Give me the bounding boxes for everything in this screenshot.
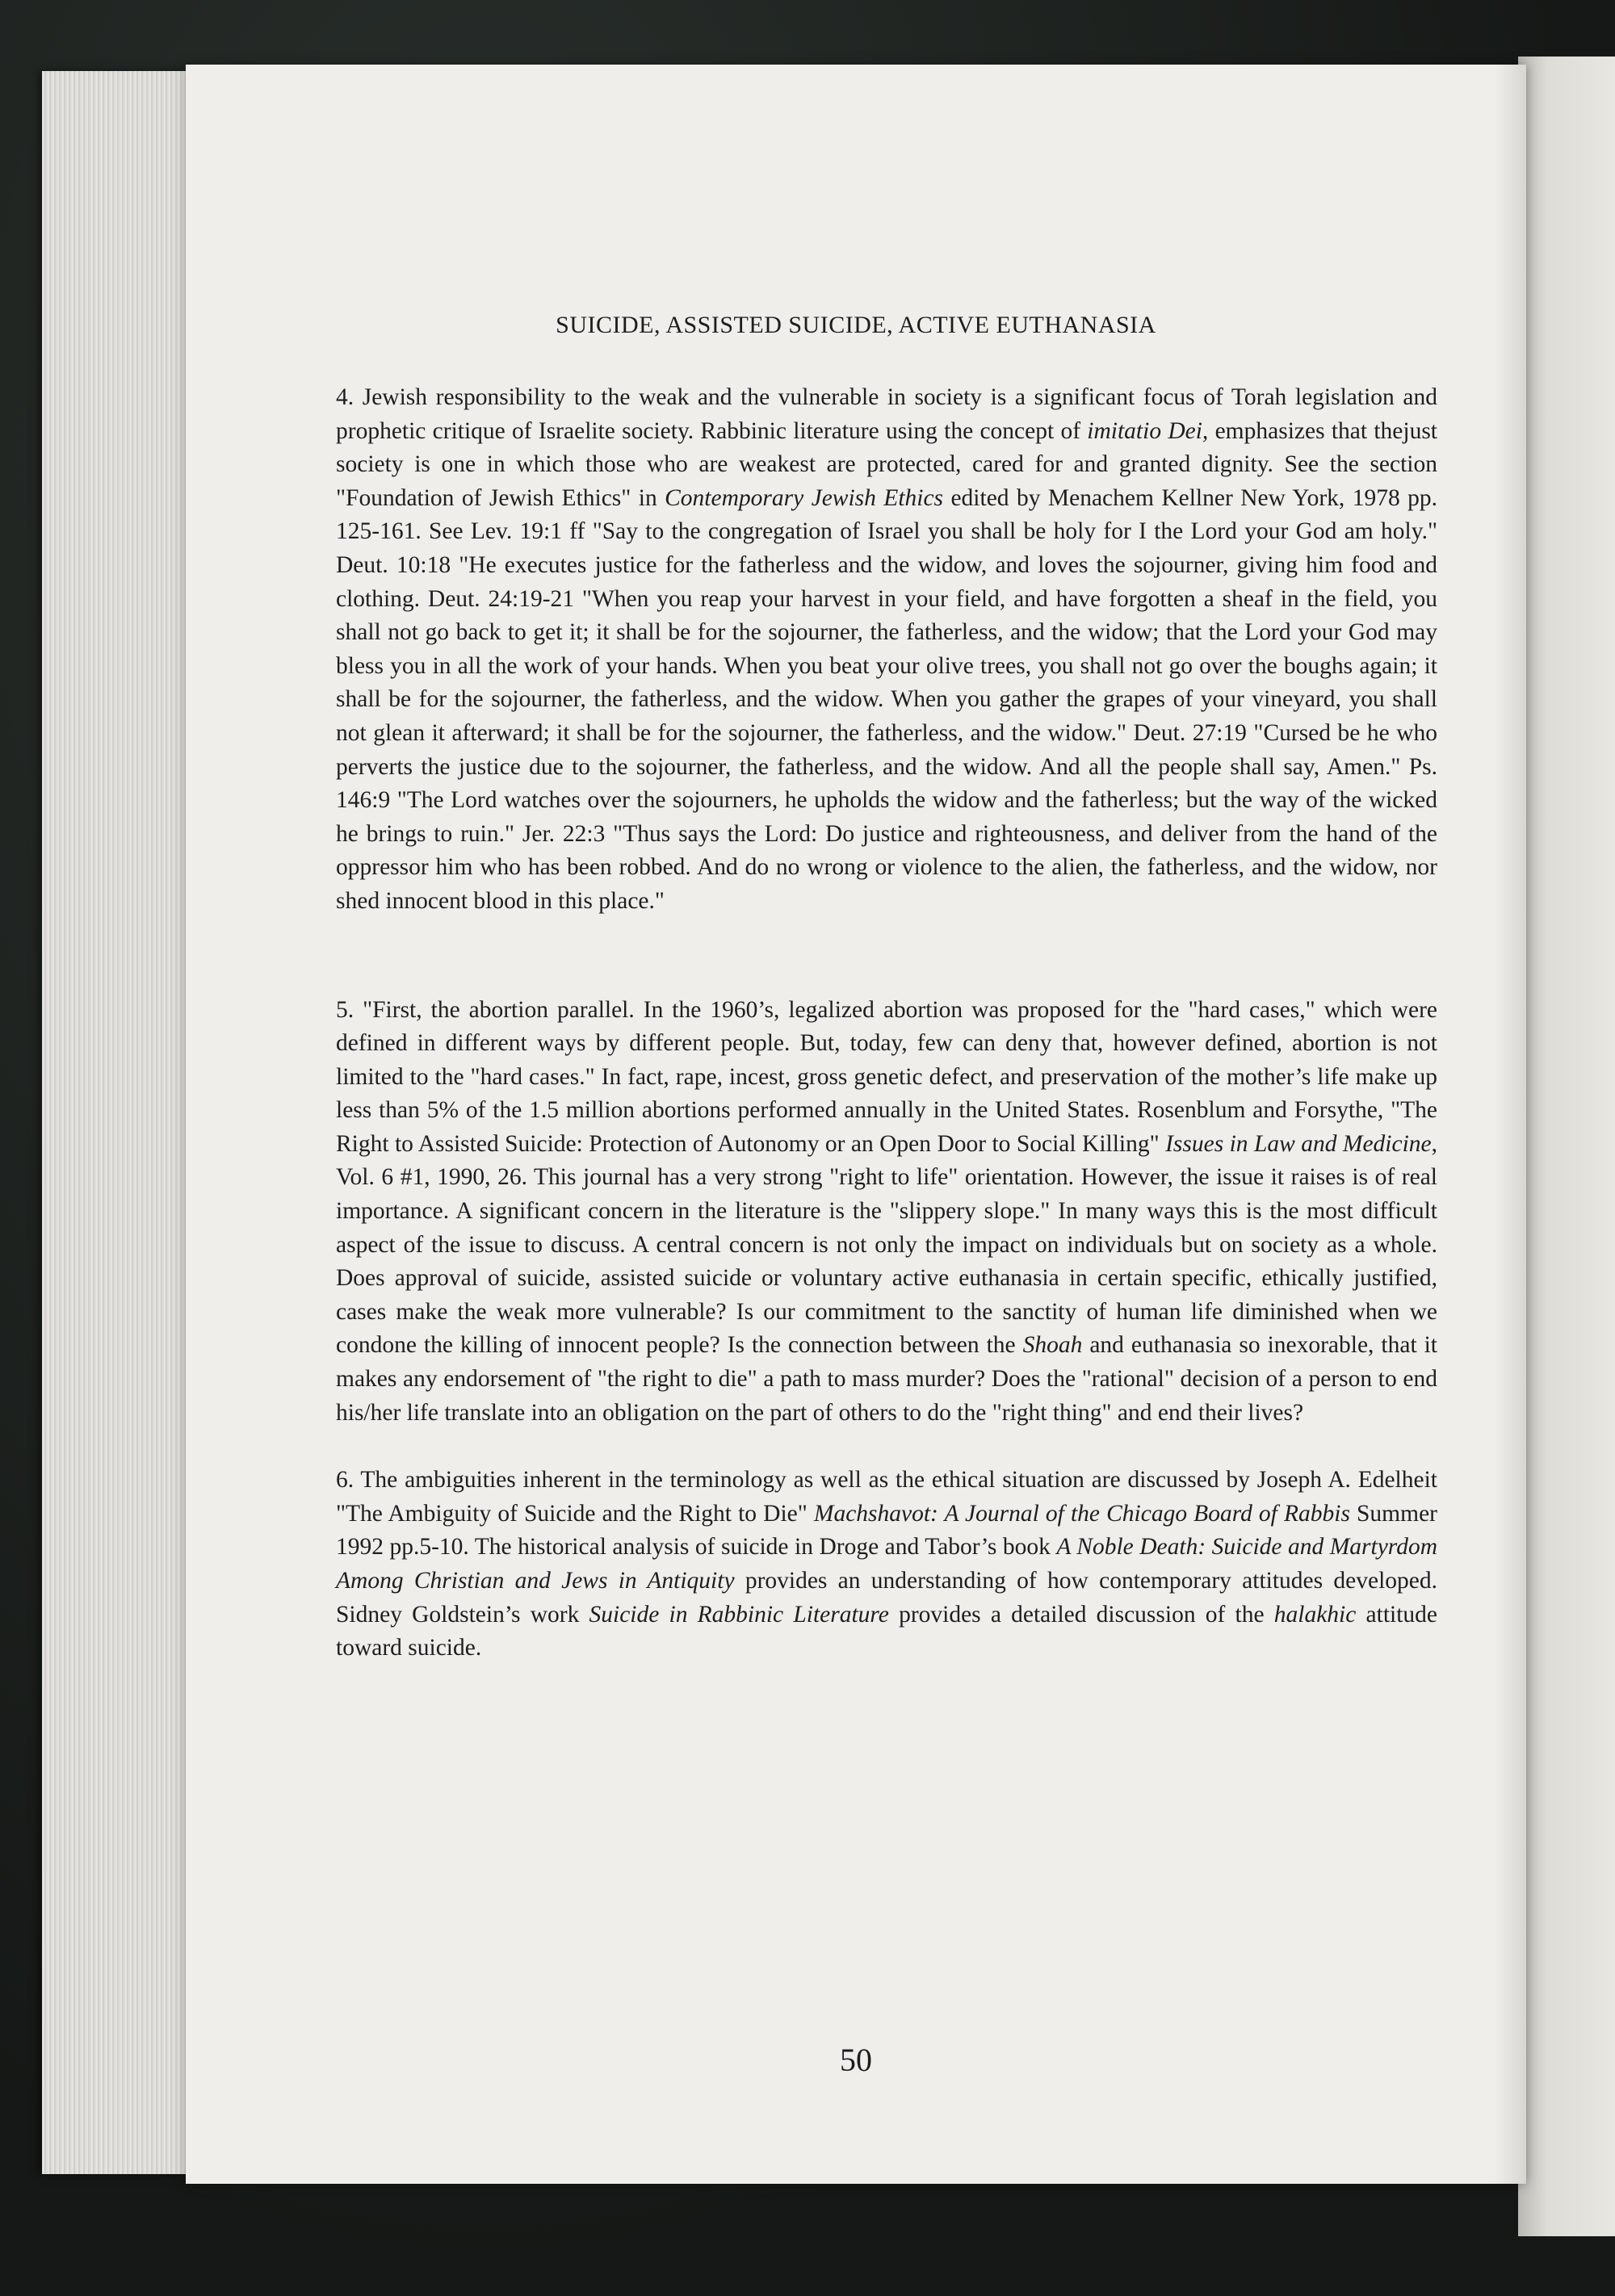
endnotes xyxy=(336,381,1437,1665)
note-text: 4. Jewish responsibility to the weak and the vulnerable in society is a significant focus of Torah legislation and prophetic critique of Israelite society. Rabbinic literature using the concept of xyxy=(336,384,1437,444)
note-italic-text: imitatio Dei, xyxy=(1087,417,1209,444)
note-italic-text: Issues in Law and Medicine xyxy=(1165,1130,1432,1157)
note-italic-text: halakhic xyxy=(1273,1601,1357,1628)
note-text: 5. "First, the abortion parallel. In the 1960’s, legalized abortion was proposed for the "hard cases," which were defined in different ways by different people. But, today, few can deny that, however defined, abortion is not limited to the "hard cases." In fact, rape, incest, gross genetic defect, and preservation of the mother’s life make up less than 5% of the 1.5 million abortions performed annually in the United States. Rosenblum and Forsythe, "The Right to Assisted Suicide: Protection of Autonomy or an Open Door to Social Killing" xyxy=(336,996,1437,1157)
facing-page-edge xyxy=(1518,57,1615,2236)
note-text: attitude toward suicide. xyxy=(336,1601,1437,1661)
note-text: , Vol. 6 #1, 1990, 26. This journal has a very strong "right to life" orientation. However, the issue it raises is of real importance. A significant concern in the literature is the "slippery slope." In many ways this is the most difficult aspect of the issue to discuss. A central concern is not only the impact on individuals but on society as a whole. Does approval of suicide, assisted suicide or voluntary active euthanasia in certain specific, ethically justified, cases make the weak more vulnerable? Is our commitment to the sanctity of human life diminished when we condone the killing of innocent people? Is the connection between the xyxy=(336,1130,1437,1359)
note-italic-text: Shoah xyxy=(1022,1332,1083,1359)
note-italic-text: A Noble Death: Suicide and Martyrdom Among Christian and Jews in Antiquity xyxy=(336,1534,1437,1594)
endnote-4 xyxy=(336,381,1437,919)
note-italic-text: Suicide in Rabbinic Literature xyxy=(589,1601,889,1628)
note-text: emphasizes that thejust society is one in which those who are weakest are protected, cared for and granted dignity. See the section "Foundation of Jewish Ethics" in xyxy=(336,417,1437,511)
note-text: provides an understanding of how contemporary attitudes developed. Sidney Goldstein’s work xyxy=(336,1568,1438,1628)
page-stack-edges xyxy=(42,71,187,2174)
book-page xyxy=(186,65,1526,2184)
note-text: 6. The ambiguities inherent in the terminology as well as the ethical situation are discussed by Joseph A. Edelheit "The Ambiguity of Suicide and the Right to Die" xyxy=(336,1467,1437,1527)
page-number: 50 xyxy=(840,2042,872,2078)
note-text: edited by Menachem Kellner New York, 1978 pp. 125-161. See Lev. 19:1 ff "Say to the congregation of Israel you shall be holy for I the Lord your God am holy." Deut. 10:18 "He executes justice for the fatherless and the widow, and loves the sojourner, giving him food and clothing. Deut. 24:19-21 "When you reap your harvest in your field, and have forgotten a sheaf in the field, you shall not go back to get it; it shall be for the sojourner, the fatherless, and the widow; that the Lord your God may bless you in all the work of your hands. When you beat your olive trees, you shall not go over the boughs again; it shall be for the sojourner, the fatherless, and the widow. When you gather the grapes of your vineyard, you shall not glean it afterward; it shall be for the sojourner, the fatherless, and the widow." Deut. 27:19 "Cursed be he who perverts the justice due to the sojourner, the fatherless, and the widow. And all the people shall say, Amen." Ps. 146:9 "The Lord watches over the sojourners, he upholds the widow and the fatherless; but the way of the wicked he brings to ruin." Jer. 22:3 "Thus says the Lord: Do justice and righteousness, and deliver from the hand of the oppressor him who has been robbed. And do no wrong or violence to the alien, the fatherless, and the widow, nor shed innocent blood in this place." xyxy=(336,484,1437,914)
note-text: Summer 1992 pp.5-10. The historical analysis of suicide in Droge and Tabor’s book xyxy=(336,1500,1437,1561)
note-italic-text: Contemporary Jewish Ethics xyxy=(665,484,944,511)
endnote-5 xyxy=(336,994,1437,1431)
running-head: SUICIDE, ASSISTED SUICIDE, ACTIVE EUTHANASIA xyxy=(556,312,1156,338)
note-text: provides a detailed discussion of the xyxy=(888,1601,1274,1628)
note-italic-text: Machshavot: A Journal of the Chicago Board of Rabbis xyxy=(813,1500,1350,1527)
note-text: and euthanasia so inexorable, that it makes any endorsement of "the right to die" a path to mass murder? Does the "rational" decision of a person to end his/her life translate into an obligation on the part of others to do the "right thing" and end their lives? xyxy=(336,1332,1437,1426)
endnote-6 xyxy=(336,1464,1437,1665)
gutter-shadow xyxy=(1494,65,1526,2184)
